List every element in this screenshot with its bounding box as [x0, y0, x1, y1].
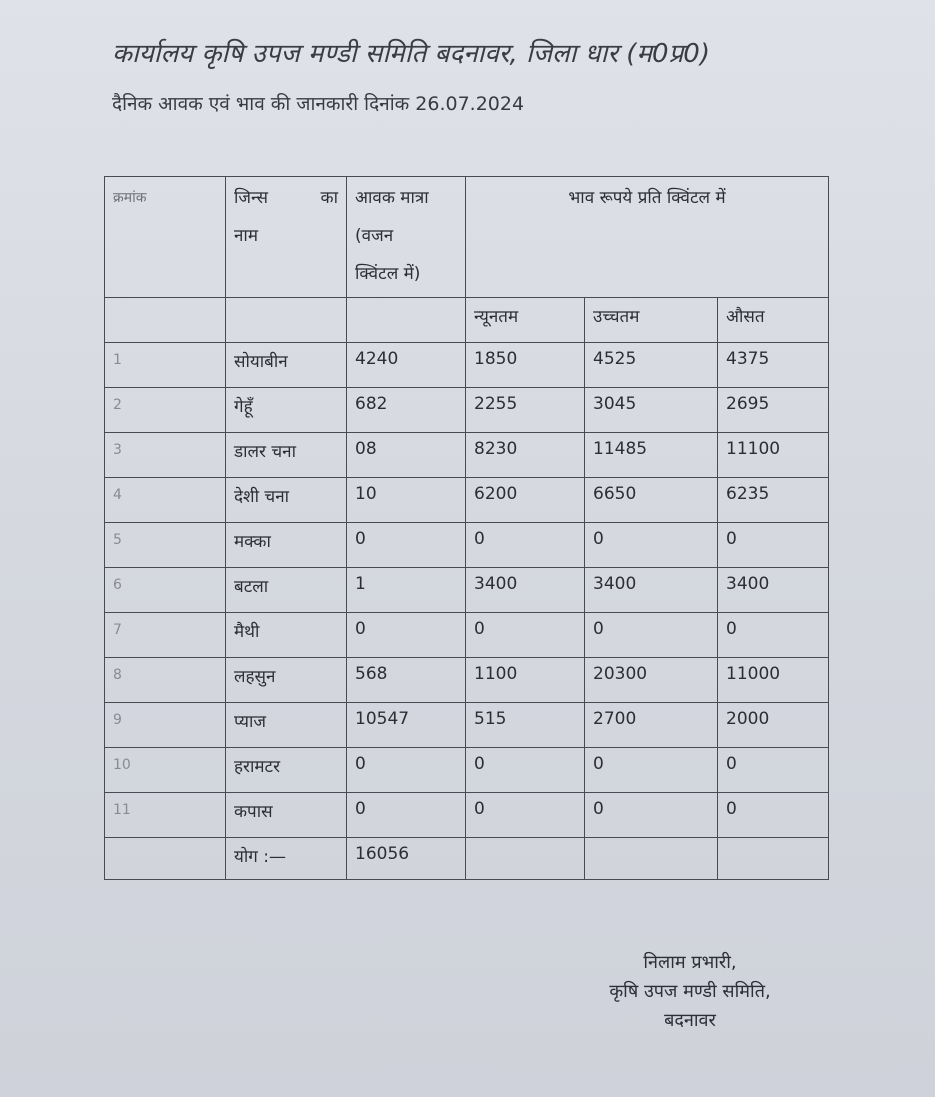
header-commodity-name — [226, 177, 347, 298]
cell-avg-price: 0 — [718, 793, 829, 838]
header-qty-line1: आवक मात्रा — [355, 188, 429, 208]
cell-max-price: 3400 — [585, 568, 718, 613]
header-qty-line2: (वजन — [355, 226, 394, 246]
table-row — [105, 478, 829, 523]
table-body — [105, 343, 829, 838]
table-row — [105, 523, 829, 568]
cell-min-price: 1850 — [466, 343, 585, 388]
subheader-empty — [105, 298, 226, 343]
table-row — [105, 388, 829, 433]
cell-commodity-name: मक्का — [226, 523, 347, 568]
header-serial-number: क्रमांक — [105, 177, 226, 298]
header-avg-price: औसत — [718, 298, 829, 343]
table-row — [105, 568, 829, 613]
header-commodity-word1: जिन्स — [234, 188, 268, 208]
cell-max-price: 2700 — [585, 703, 718, 748]
table-row — [105, 658, 829, 703]
total-quantity: 16056 — [347, 838, 466, 880]
cell-max-price: 4525 — [585, 343, 718, 388]
cell-min-price: 0 — [466, 523, 585, 568]
signature-block — [540, 948, 840, 1035]
cell-commodity-name: सोयाबीन — [226, 343, 347, 388]
cell-arrival-quantity: 4240 — [347, 343, 466, 388]
cell-arrival-quantity: 10 — [347, 478, 466, 523]
cell-max-price: 0 — [585, 748, 718, 793]
cell-arrival-quantity: 0 — [347, 613, 466, 658]
cell-commodity-name: कपास — [226, 793, 347, 838]
cell-max-price: 11485 — [585, 433, 718, 478]
total-empty-cell — [105, 838, 226, 880]
total-empty-cell — [718, 838, 829, 880]
cell-serial-number: 11 — [105, 793, 226, 838]
cell-max-price: 6650 — [585, 478, 718, 523]
cell-avg-price: 2000 — [718, 703, 829, 748]
cell-serial-number: 7 — [105, 613, 226, 658]
cell-avg-price: 3400 — [718, 568, 829, 613]
header-arrival-quantity — [347, 177, 466, 298]
cell-serial-number: 4 — [105, 478, 226, 523]
subheader-empty — [347, 298, 466, 343]
cell-min-price: 2255 — [466, 388, 585, 433]
cell-serial-number: 6 — [105, 568, 226, 613]
cell-serial-number: 10 — [105, 748, 226, 793]
header-price-per-quintal: भाव रूपये प्रति क्विंटल में — [466, 177, 829, 298]
cell-min-price: 0 — [466, 793, 585, 838]
cell-commodity-name: प्याज — [226, 703, 347, 748]
arrival-price-table — [104, 176, 829, 880]
report-subtitle: दैनिक आवक एवं भाव की जानकारी दिनांक 26.07.2024 — [112, 93, 525, 115]
signature-line-2: कृषि उपज मण्डी समिति, — [609, 981, 771, 1002]
table-row — [105, 703, 829, 748]
cell-min-price: 1100 — [466, 658, 585, 703]
cell-max-price: 0 — [585, 793, 718, 838]
cell-avg-price: 0 — [718, 613, 829, 658]
cell-max-price: 0 — [585, 613, 718, 658]
office-title: कार्यालय कृषि उपज मण्डी समिति बदनावर, जिला धार (म0प्र0) — [112, 39, 710, 69]
cell-commodity-name: हरामटर — [226, 748, 347, 793]
subheader-empty — [226, 298, 347, 343]
cell-avg-price: 11100 — [718, 433, 829, 478]
cell-serial-number: 2 — [105, 388, 226, 433]
cell-arrival-quantity: 568 — [347, 658, 466, 703]
cell-max-price: 3045 — [585, 388, 718, 433]
cell-serial-number: 9 — [105, 703, 226, 748]
cell-commodity-name: मैथी — [226, 613, 347, 658]
cell-arrival-quantity: 0 — [347, 748, 466, 793]
header-commodity-word2: का — [320, 188, 338, 208]
cell-avg-price: 11000 — [718, 658, 829, 703]
header-qty-line3: क्विंटल में) — [355, 264, 421, 284]
cell-arrival-quantity: 10547 — [347, 703, 466, 748]
cell-serial-number: 3 — [105, 433, 226, 478]
table-header-row — [105, 177, 829, 298]
cell-avg-price: 4375 — [718, 343, 829, 388]
cell-commodity-name: देशी चना — [226, 478, 347, 523]
cell-commodity-name: गेहूँ — [226, 388, 347, 433]
table-row — [105, 748, 829, 793]
cell-min-price: 0 — [466, 613, 585, 658]
cell-commodity-name: डालर चना — [226, 433, 347, 478]
cell-min-price: 0 — [466, 748, 585, 793]
table-subheader-row — [105, 298, 829, 343]
cell-min-price: 515 — [466, 703, 585, 748]
total-empty-cell — [585, 838, 718, 880]
cell-avg-price: 0 — [718, 748, 829, 793]
signature-line-3: बदनावर — [664, 1010, 716, 1031]
total-empty-cell — [466, 838, 585, 880]
cell-avg-price: 6235 — [718, 478, 829, 523]
cell-arrival-quantity: 1 — [347, 568, 466, 613]
table-row — [105, 613, 829, 658]
table-row — [105, 793, 829, 838]
cell-commodity-name: लहसुन — [226, 658, 347, 703]
cell-serial-number: 8 — [105, 658, 226, 703]
cell-min-price: 3400 — [466, 568, 585, 613]
total-label: योग :— — [226, 838, 347, 880]
total-row — [105, 838, 829, 880]
cell-commodity-name: बटला — [226, 568, 347, 613]
header-commodity-word3: नाम — [234, 226, 259, 246]
cell-serial-number: 1 — [105, 343, 226, 388]
cell-min-price: 8230 — [466, 433, 585, 478]
cell-min-price: 6200 — [466, 478, 585, 523]
cell-serial-number: 5 — [105, 523, 226, 568]
cell-arrival-quantity: 08 — [347, 433, 466, 478]
cell-max-price: 20300 — [585, 658, 718, 703]
table-row — [105, 433, 829, 478]
cell-max-price: 0 — [585, 523, 718, 568]
cell-arrival-quantity: 0 — [347, 523, 466, 568]
cell-avg-price: 0 — [718, 523, 829, 568]
cell-arrival-quantity: 0 — [347, 793, 466, 838]
table-row — [105, 343, 829, 388]
signature-line-1: निलाम प्रभारी, — [643, 952, 737, 973]
cell-avg-price: 2695 — [718, 388, 829, 433]
header-min-price: न्यूनतम — [466, 298, 585, 343]
header-max-price: उच्चतम — [585, 298, 718, 343]
cell-arrival-quantity: 682 — [347, 388, 466, 433]
